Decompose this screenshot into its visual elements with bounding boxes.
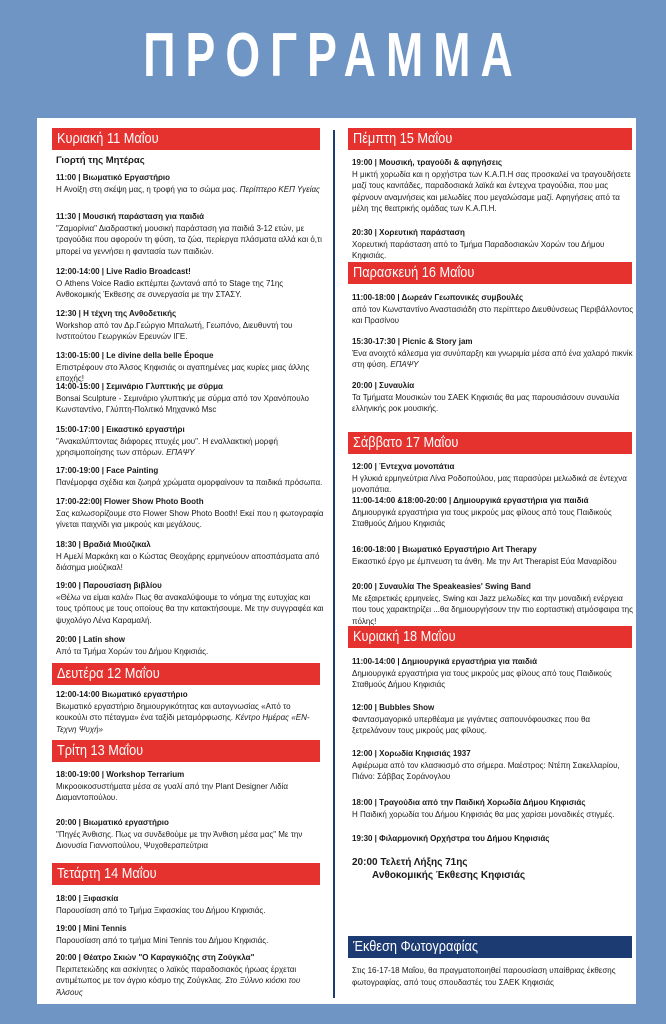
event-text: Bonsai Sculpture - Σεμινάριο γλυπτικής με σύρμα από τον Χρανόπουλο Κωνσταντίνο, Γλύπτη-Πολιτικό Μηχανικό Msc — [56, 393, 309, 414]
event-text: Η γλυκιά ερμηνεύτρια Λίνα Ροδοπούλου, μας παρασύρει μελωδικά σε έντεχνα μονοπάτια. — [352, 473, 627, 494]
event-description — [352, 556, 636, 568]
event-text: Παρουσίαση από το Τμήμα Ξιφασκίας του Δήμου Κηφισιάς. — [56, 905, 266, 915]
event-text: Παρουσίαση από το τμήμα Mini Tennis του Δήμου Κηφισιάς. — [56, 935, 269, 945]
event-item — [56, 923, 324, 946]
event-text: Φαντασμαγορικό υπερθέαμα με γιγάντιες σαπουνόφουσκες που θα ξετρελάνουν τους μικρούς μας φίλους. — [352, 714, 591, 735]
event-heading: 11:00-18:00 | Δωρεάν Γεωπονικές συμβουλές — [352, 293, 524, 302]
closing-line-1: 20:00 Τελετή Λήξης 71ης — [352, 857, 468, 868]
event-description — [352, 714, 636, 737]
closing-ceremony — [352, 856, 525, 882]
event-text: Από τα Τμήμα Χορών του Δήμου Κηφισιάς. — [56, 646, 209, 656]
event-heading: 15:30-17:30 | Picnic & Story jam — [352, 337, 473, 346]
event-heading: 11:00-14:00 | Δημιουργικά εργαστήρια για παιδιά — [352, 657, 537, 666]
event-description — [56, 393, 324, 416]
event-text: Σας καλωσορίζουμε στο Flower Show Photo Booth! Εκεί που η φωτογραφία γίνεται παιχνίδι για μικρούς και μεγάλους. — [56, 508, 324, 529]
event-description — [352, 304, 636, 327]
closing-line-2: Ανθοκομικής Έκθεσης Κηφισιάς — [372, 870, 526, 881]
event-description — [56, 551, 324, 574]
event-item — [56, 580, 324, 626]
event-description — [56, 223, 324, 258]
event-description — [56, 964, 324, 999]
event-item — [56, 893, 324, 916]
event-item — [56, 308, 324, 343]
event-item — [56, 634, 324, 657]
event-heading: 14:00-15:00 | Σεμινάριο Γλυπτικής με σύρμα — [56, 382, 223, 391]
event-heading: 11:30 | Μουσική παράσταση για παιδιά — [56, 212, 205, 221]
event-description — [56, 592, 324, 627]
event-text: «Θέλω να είμαι καλά» Πως θα ανακαλύψουμε το νόημα της ευτυχίας και τους τρόπους με τους οποίους θα την κατακτήσουμε. Με την συγγραφέα και ψυχολόγο Λένα Καραμαλή. — [56, 592, 324, 625]
event-heading: 12:00 | Χορωδία Κηφισιάς 1937 — [352, 749, 471, 758]
event-text: Αφιέρωμα από τον κλασικισμό στο σήμερα. Μαέστρος: Ντέπη Σακελλαρίου, Πιάνο: Σάββας Σοράνογλου — [352, 760, 620, 781]
event-item — [56, 350, 324, 385]
event-venue: Στο Ξύλινο κιόσκι του Άλσους — [56, 976, 301, 997]
event-description — [352, 348, 636, 371]
event-text: από τον Κωνσταντίνο Αναστασιάδη στο περίπτερο Διευθύνσεως Περιβάλλοντος και Πρασίνου — [352, 304, 634, 325]
event-heading: 12:00 | Bubbles Show — [352, 703, 435, 712]
event-heading: 19:00 | Μουσική, τραγούδι & αφηγήσεις — [352, 158, 503, 167]
event-item — [56, 465, 324, 488]
event-description — [352, 239, 636, 262]
day-header-label: Παρασκευή 16 Μαΐου — [353, 264, 475, 281]
day-header-label: Πέμπτη 15 Μαΐου — [353, 130, 453, 147]
event-item — [352, 380, 636, 415]
event-heading: 12:00-14:00 Βιωματικό εργαστήριο — [56, 690, 188, 699]
day-header — [348, 262, 632, 284]
event-item — [56, 689, 324, 735]
event-item — [352, 227, 636, 262]
event-text: Workshop από τον Δρ.Γεώργιο Μπαλωτή, Γεωπόνο, Διευθυντή του Ινστιτούτου Γεωργικών Ερευνών ΙΓΕ. — [56, 320, 293, 341]
event-description — [352, 473, 636, 496]
event-text: Πανέμορφα σχέδια και ζωηρά χρώματα ομορφαίνουν τα παιδικά πρόσωπα. — [56, 477, 323, 487]
event-item — [352, 581, 636, 627]
day-header — [52, 740, 320, 762]
event-description — [56, 184, 324, 196]
event-description — [56, 646, 324, 658]
event-heading: 13:00-15:00 | Le divine della belle Époque — [56, 351, 214, 360]
page-title: ΠΡΟΓΡΑΜΜΑ — [143, 21, 523, 90]
event-heading: 11:00 | Βιωματικό Εργαστήριο — [56, 173, 171, 182]
event-heading: 17:00-22:00| Flower Show Photo Booth — [56, 497, 204, 506]
event-description — [56, 829, 324, 852]
event-venue: ΕΠΑΨΥ — [390, 360, 419, 369]
event-description — [56, 278, 324, 301]
event-description — [56, 436, 324, 459]
event-item — [56, 172, 324, 195]
event-text: Δημιουργικά εργαστήρια για τους μικρούς μας φίλους από τους Παιδικούς Σταθμούς Δήμου Κηφισιάς — [352, 507, 612, 528]
event-item — [56, 211, 324, 257]
event-heading: 18:00-19:00 | Workshop Terrarium — [56, 770, 185, 779]
column-divider — [333, 130, 335, 998]
event-item — [352, 797, 636, 820]
event-item — [56, 539, 324, 574]
event-text: Ο Athens Voice Radio εκπέμπει ζωντανά από το Stage της 71ης Ανθοκομικής Έκθεσης σε συνεργασία με την ΣΤΑΣΥ. — [56, 278, 284, 299]
event-item — [352, 656, 636, 691]
event-item — [352, 748, 636, 783]
event-text: Περιπετειώδης και ασκίνητες ο λαϊκός παραδοσιακός ήρωας έρχεται αντιμέτωπος με τον άγριο κόσμο της Ζούγκλας. — [56, 964, 297, 985]
event-description — [352, 809, 636, 821]
event-text: "Πηγές Άνθισης. Πως να συνδεθούμε με την Άνθιση μέσα μας" Με την Διονυσία Γιαννοπούλου, Ψυχοθεραπεύτρια — [56, 829, 303, 850]
event-heading: 12:00-14:00 | Live Radio Broadcast! — [56, 267, 191, 276]
event-text: Επιστρέφουν στο Άλσος Κηφισιάς οι αγαπημένες μας κυρίες μιας άλλης εποχής! — [56, 362, 310, 383]
day-header-label: Έκθεση Φωτογραφίας — [353, 938, 479, 955]
event-description — [352, 169, 636, 215]
event-text: "Ζαμορίνια" Διαδραστική μουσική παράσταση για παιδιά 3-12 ετών, με τραγούδια που αφορούν τη φύση, τα ζώα, περίεργα πλάσματα αλλά και ό,τι μπορεί να γεννήσει η φαντασία των παιδιών. — [56, 223, 322, 256]
event-venue: Περίπτερο ΚΕΠ Υγείας — [239, 184, 320, 194]
photo-exhibition-text: Στις 16-17-18 Μαΐου, θα πραγματοποιηθεί παρουσίαση υπαίθριας έκθεσης φωτογραφίας, από τους σπουδαστές του ΣΑΕΚ Κηφισιάς — [352, 966, 616, 987]
event-item — [56, 952, 324, 998]
day-header — [52, 663, 320, 685]
event-text: Ένα ανοιχτό κάλεσμα για συνύπαρξη και γνωριμία μέσα από ένα χαλαρό πικνίκ στη φύση. — [352, 348, 633, 369]
event-item — [352, 495, 636, 530]
day-header — [52, 128, 320, 150]
day-header-label: Δευτέρα 12 Μαΐου — [57, 665, 160, 682]
day-header — [348, 128, 632, 150]
day-header-label: Κυριακή 18 Μαΐου — [353, 628, 456, 645]
event-text: "Ανακαλύπτοντας διάφορες πτυχές μου". Η εναλλακτική μορφή χρησιμοποίησης των σπόρων. — [56, 436, 278, 457]
event-item — [56, 424, 324, 459]
event-description — [352, 760, 636, 783]
event-heading: 11:00-14:00 &18:00-20:00 | Δημιουργικά εργαστήρια για παιδιά — [352, 496, 589, 505]
event-heading: 20:00 | Latin show — [56, 635, 125, 644]
event-item — [56, 381, 324, 416]
day-header-label: Τρίτη 13 Μαΐου — [57, 742, 144, 759]
event-text: Η Ανοίξη στη σκέψη μας, η τροφή για το σώμα μας. — [56, 184, 238, 194]
event-heading: 18:00 | Τραγούδια από την Παιδική Χορωδία Δήμου Κηφισιάς — [352, 798, 586, 807]
day-header — [52, 863, 320, 885]
event-text: Τα Τμήματα Μουσικών του ΣΑΕΚ Κηφισιάς θα μας παρουσιάσουν συναυλία ελληνικής ροκ μουσικής. — [352, 392, 620, 413]
event-heading: 12:30 | Η τέχνη της Ανθοδετικής — [56, 309, 177, 318]
event-description — [352, 392, 636, 415]
section-subtitle: Γιορτή της Μητέρας — [56, 155, 145, 166]
day-header — [348, 626, 632, 648]
event-heading: 20:00 | Συναυλία — [352, 381, 415, 390]
event-text: Χορευτική παράσταση από το Τμήμα Παραδοσιακών Χορών του Δήμου Κηφισιάς. — [352, 239, 605, 260]
event-heading: 19:00 | Mini Tennis — [56, 924, 127, 933]
event-description — [56, 477, 324, 489]
event-heading: 17:00-19:00 | Face Painting — [56, 466, 159, 475]
event-text: Εικαστικό έργο με έμπνευση τα άνθη. Με την Art Therapist Εύα Μαναρίδου — [352, 556, 617, 566]
event-heading: 20:00 | Θέατρο Σκιών "Ο Καραγκιόζης στη Ζούγκλα" — [56, 953, 255, 962]
day-header-label: Κυριακή 11 Μαΐου — [57, 130, 159, 147]
event-heading: 12:00 | Έντεχνα μονοπάτια — [352, 462, 455, 471]
event-item — [56, 817, 324, 852]
event-description — [56, 781, 324, 804]
event-description — [352, 507, 636, 530]
day-header — [348, 432, 632, 454]
event-item — [56, 769, 324, 804]
event-heading: 20:00 | Βιωματικό εργαστήριο — [56, 818, 169, 827]
event-item — [352, 336, 636, 371]
event-text: Βιωματικό εργαστήριο δημιουργικότητας και αυτογνωσίας «Από το κουκούλι στο πέταγμα» ένα ταξίδι μεταμόρφωσης. — [56, 701, 291, 722]
event-item — [352, 702, 636, 737]
day-header — [348, 936, 632, 958]
event-heading: 19:30 | Φιλαρμονική Ορχήστρα του Δήμου Κηφισιάς — [352, 834, 550, 843]
event-description — [56, 701, 324, 736]
event-item — [352, 544, 636, 567]
event-heading: 18:00 | Ξιφασκία — [56, 894, 119, 903]
event-item — [352, 833, 636, 845]
event-item — [352, 292, 636, 327]
event-description — [56, 508, 324, 531]
event-heading: 15:00-17:00 | Εικαστικό εργαστήρι — [56, 425, 185, 434]
event-description — [56, 935, 324, 947]
event-description — [56, 905, 324, 917]
event-venue: Κέντρο Ημέρας «ΕΝ-Τεχνη Ψυχή» — [56, 713, 310, 734]
event-venue: ΕΠΑΨΥ — [166, 448, 195, 457]
event-text: Με εξαιρετικές ερμηνείες, Swing και Jazz μελωδίες και την μοναδική ενέργεια που τους χαρακτηρίζει ...θα δημιουργήσουν την πιο εορταστική ατμόσφαιρα της πόλης! — [352, 593, 633, 626]
event-description — [352, 668, 636, 691]
event-item — [56, 496, 324, 531]
event-heading: 16:00-18:00 | Βιωματικό Εργαστήριο Art Therapy — [352, 545, 537, 554]
event-heading: 20:00 | Συναυλία The Speakeasies' Swing Band — [352, 582, 531, 591]
day-header-label: Σάββατο 17 Μαΐου — [353, 434, 459, 451]
event-text: Η Παιδική χορωδία του Δήμου Κηφισιάς θα μας χαρίσει μοναδικές στιγμές. — [352, 809, 615, 819]
event-text: Η Αμελί Μαρκάκη και ο Κώστας Θεοχάρης ερμηνεύουν αποσπάσματα από διάσημα μιούζικαλ! — [56, 551, 320, 572]
event-heading: 18:30 | Βραδιά Μιούζικαλ — [56, 540, 151, 549]
event-text: Μικροοικοσυστήματα μέσα σε γυαλί από την Plant Designer Λιδία Διαμαντοπούλου. — [56, 781, 289, 802]
event-heading: 20:30 | Χορευτική παράσταση — [352, 228, 465, 237]
event-text: Δημιουργικά εργαστήρια για τους μικρούς μας φίλους από τους Παιδικούς Σταθμούς Δήμου Κηφισιάς — [352, 668, 612, 689]
event-description — [56, 320, 324, 343]
day-header-label: Τετάρτη 14 Μαΐου — [57, 865, 157, 882]
event-item — [352, 461, 636, 496]
event-heading: 19:00 | Παρουσίαση βιβλίου — [56, 581, 162, 590]
event-item — [56, 266, 324, 301]
event-text: Η μικτή χορωδία και η ορχήστρα των Κ.Α.Π.Η σας προσκαλεί να τραγουδήσετε μαζί τους κανιτάδες, παραδοσιακά λαϊκά και έντεχνα τραγούδια, που μας φέρνουν αναμνήσεις και μελωδίες που μεγαλώσαμε μαζί. Αφηγήσεις από τα μέλη της θεατρικής ομάδας των Κ.Α.Π.Η. — [352, 169, 631, 213]
event-description — [352, 593, 636, 628]
event-item — [352, 157, 636, 215]
